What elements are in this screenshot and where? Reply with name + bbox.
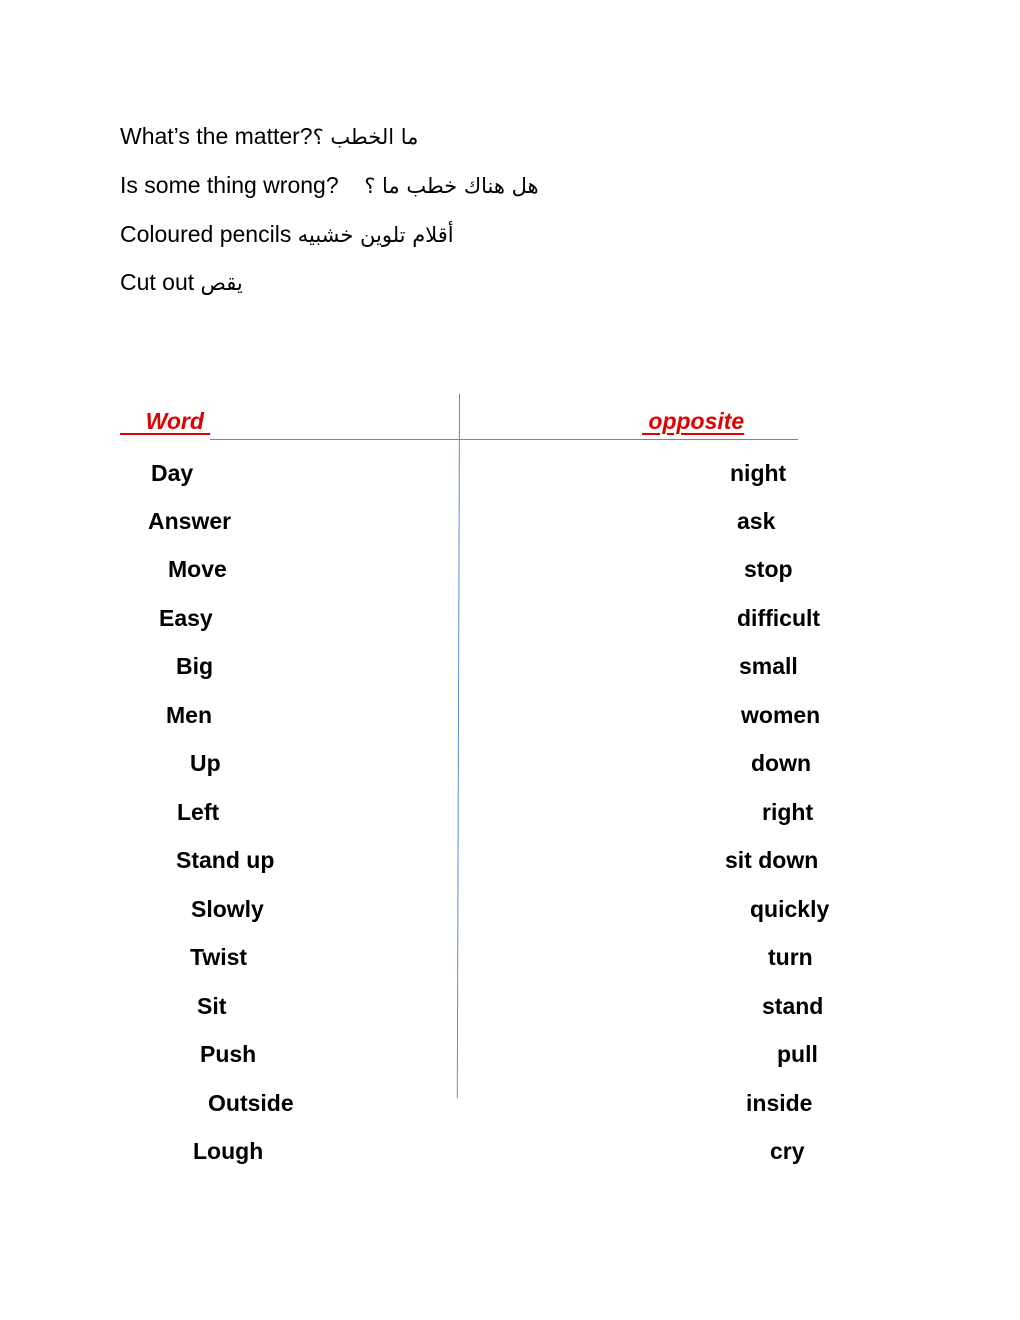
word-cell: Sit bbox=[197, 993, 227, 1019]
phrase-arabic: أقلام تلوين خشبيه bbox=[297, 223, 454, 247]
word-cell: Men bbox=[166, 702, 212, 728]
word-cell: Day bbox=[151, 460, 194, 486]
opposite-cell: stand bbox=[762, 993, 824, 1019]
opposite-cell: right bbox=[762, 799, 814, 825]
word-cell: Left bbox=[177, 799, 220, 825]
opposite-cell: inside bbox=[746, 1090, 813, 1116]
phrase-english: Coloured pencils bbox=[120, 221, 292, 247]
word-header-label: Word bbox=[145, 408, 204, 434]
phrase-arabic: هل هناك خطب ما ؟ bbox=[364, 174, 539, 198]
opposite-cell: women bbox=[741, 702, 821, 728]
opposite-cell: quickly bbox=[750, 896, 830, 922]
table-column-divider bbox=[457, 394, 460, 1098]
phrase-line bbox=[120, 171, 539, 200]
phrase-line bbox=[120, 220, 454, 249]
phrase-english: Cut out bbox=[120, 269, 195, 295]
opposite-header-label: opposite bbox=[648, 408, 745, 434]
word-cell: Twist bbox=[190, 944, 248, 970]
word-column-header bbox=[120, 408, 210, 435]
phrase-arabic: ما الخطب ؟ bbox=[312, 125, 419, 149]
opposite-cell: sit down bbox=[725, 847, 819, 873]
word-cell: Push bbox=[200, 1041, 257, 1067]
word-cell: Slowly bbox=[191, 896, 264, 922]
opposite-cell: turn bbox=[768, 944, 813, 970]
opposite-cell: pull bbox=[777, 1041, 818, 1067]
opposite-column-header bbox=[642, 408, 744, 435]
opposite-cell: down bbox=[751, 750, 812, 776]
word-cell: Answer bbox=[148, 508, 232, 534]
phrase-arabic: يقص bbox=[200, 271, 243, 295]
opposite-cell: difficult bbox=[737, 605, 821, 631]
opposite-cell: ask bbox=[737, 508, 776, 534]
word-cell: Outside bbox=[208, 1090, 294, 1116]
phrase-english: Is some thing wrong? bbox=[120, 172, 339, 198]
table-header-rule bbox=[210, 439, 798, 440]
phrase-english: What’s the matter? bbox=[120, 123, 313, 149]
phrase-line bbox=[120, 122, 418, 151]
word-cell: Lough bbox=[193, 1138, 264, 1164]
word-cell: Big bbox=[176, 653, 214, 679]
phrase-line bbox=[120, 268, 243, 297]
opposite-cell: night bbox=[730, 460, 787, 486]
word-cell: Up bbox=[190, 750, 221, 776]
opposite-cell: small bbox=[739, 653, 798, 679]
word-cell: Stand up bbox=[176, 847, 275, 873]
opposite-cell: cry bbox=[770, 1138, 805, 1164]
word-cell: Move bbox=[168, 556, 227, 582]
word-cell: Easy bbox=[159, 605, 213, 631]
opposite-cell: stop bbox=[744, 556, 793, 582]
